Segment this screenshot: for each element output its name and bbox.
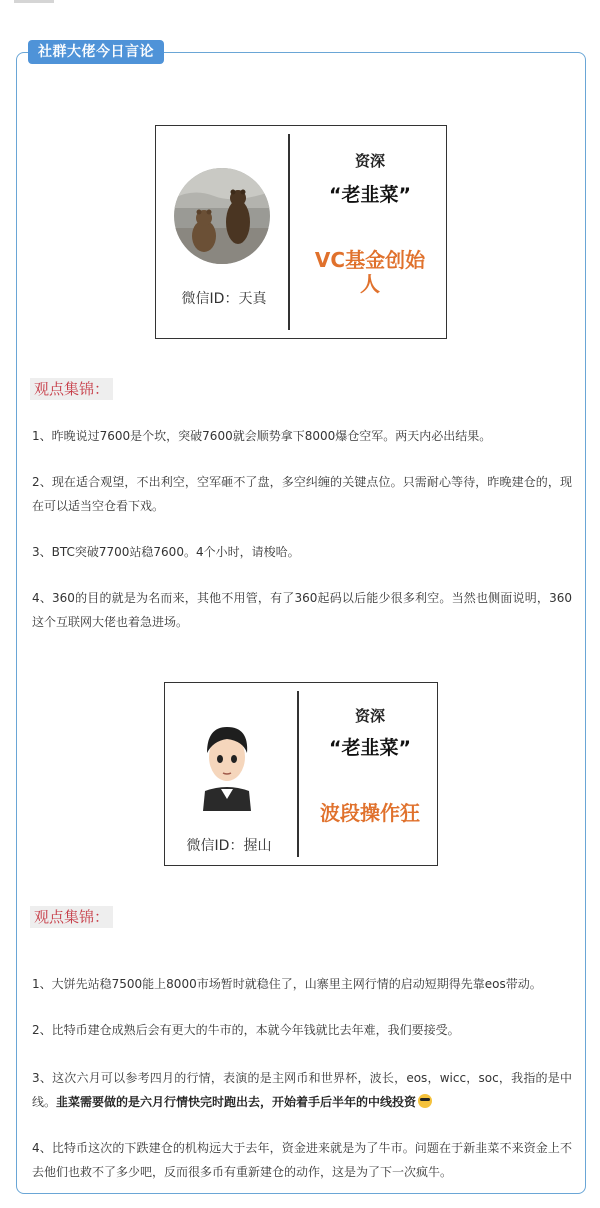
top-strip-bar [14,0,54,3]
cartoon-man-icon [183,713,271,811]
profile-card-1 [155,125,447,339]
point-2-2: 2、比特币建仓成熟后会有更大的牛市的，本就今年钱就比去年难，我们要接受。 [32,1023,460,1037]
card-divider [297,691,299,857]
point-2-3 [32,1066,572,1114]
point-1-4: 4、360的目的就是为名而来，其他不用管，有了360起码以后能少很多利空。当然也侧面说明，360这个互联网大佬也着急进场。 [32,591,572,629]
point-2-1: 1、大饼先站稳7500能上8000市场暂时就稳住了，山寨里主网行情的启动短期得先靠eos带动。 [32,977,542,991]
rank-label: 资深 [354,152,385,170]
point-2-3-bold: 韭菜需要做的是六月行情快完时跑出去，开始着手后半年的中线投资 [56,1095,417,1109]
nickname-label: “老韭菜” [329,737,411,759]
section-heading-1: 观点集锦： [30,378,113,400]
point-1-2: 2、现在适合观望，不出利空，空军砸不了盘，多空纠缠的关键点位。只需耐心等待，昨晚建仓的，现在可以适当空仓看下戏。 [32,475,572,513]
profile-card-2 [164,682,438,866]
point-1-3: 3、BTC突破7700站稳7600。4个小时，请梭哈。 [32,545,300,559]
nickname-label: “老韭菜” [329,184,411,206]
bears-photo-icon [174,168,270,264]
title-label: 波段操作狂 [320,801,420,825]
section-tab: 社群大佬今日言论 [28,40,164,64]
point-2-4: 4、比特币这次的下跌建仓的机构远大于去年，资金进来就是为了牛市。问题在于新韭菜不来资金上不去他们也救不了多少吧，反而很多币有重新建仓的动作，这是为了下一次疯牛。 [32,1141,572,1179]
point-1-1: 1、昨晚说过7600是个坎，突破7600就会顺势拿下8000爆仓空军。两天内必出结果。 [32,429,492,443]
card-divider [288,134,290,330]
point-2-3-text: 3、这次六月可以参考四月的行情，表演的是主网币和世界杯，波长，eos，wicc，soc，我指的是中线。 [32,1071,572,1109]
wechat-id: 微信ID：握山 [186,838,272,854]
title-label-line2: 人 [360,272,380,296]
wechat-id: 微信ID：天真 [181,291,267,307]
cool-face-icon [418,1094,432,1108]
rank-label: 资深 [354,707,385,725]
section-heading-2: 观点集锦： [30,906,113,928]
top-strip [0,0,600,10]
title-label-line1: VC基金创始 [314,248,426,272]
